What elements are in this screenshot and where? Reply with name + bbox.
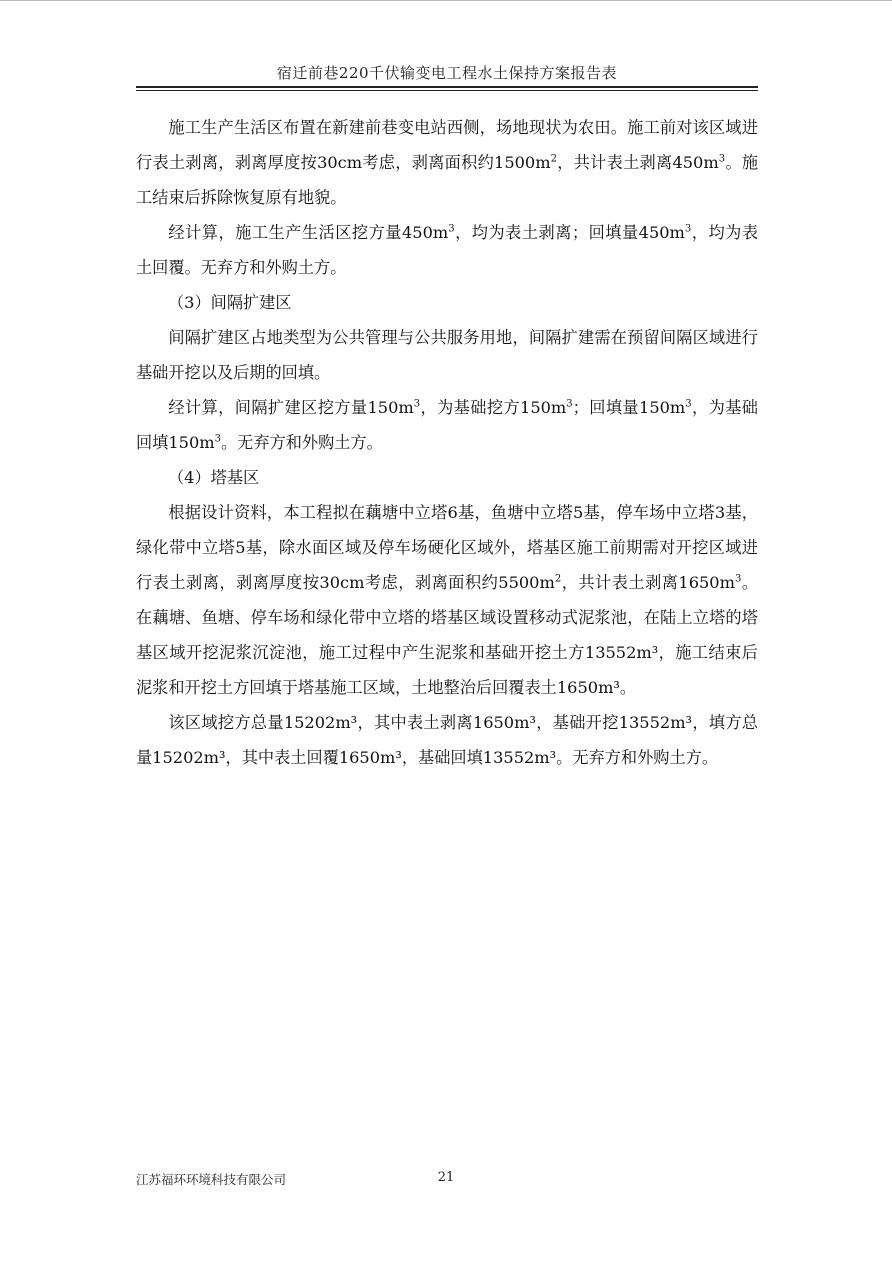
text-segment: 根据设计资料，本工程拟在藕塘中立塔6基，鱼塘中立塔5基，停车场中立塔3基，绿化带中立塔5基，除水面区域及停车场硬化区域外，塔基区施工前期需对开挖区域进行表土剥离，剥离厚度按30cm考虑，剥离面积约5500m [136, 503, 758, 592]
superscript: 3 [684, 223, 692, 235]
footer-company-name: 江苏福环环境科技有限公司 [136, 1172, 287, 1187]
superscript: 3 [734, 573, 742, 585]
section-heading-bay-expansion: （3）间隔扩建区 [168, 293, 292, 312]
page-header-title: 宿迁前巷220千伏输变电工程水土保持方案报告表 [276, 64, 618, 82]
superscript: 2 [554, 573, 562, 585]
text-segment: 经计算，施工生产生活区挖方量450m [168, 223, 449, 242]
superscript: 3 [214, 433, 221, 445]
header-rule-thin [136, 90, 758, 91]
paragraph-tower-base-totals: 该区域挖方总量15202m³，其中表土剥离1650m³，基础开挖13552m³，填方总量15202m³，其中表土回覆1650m³，基础回填13552m³。无弃方和外购土方。 [136, 713, 758, 767]
text-segment: 。施工结束后拆除恢复原有地貌。 [136, 153, 759, 207]
page-top-border [0, 0, 892, 1]
superscript: 3 [685, 398, 692, 410]
text-segment: ，为基础回填150m [136, 398, 758, 452]
superscript: 3 [413, 398, 421, 410]
text-segment: 。无弃方和外购土方。 [221, 433, 383, 452]
text-segment: 经计算，间隔扩建区挖方量150m [168, 398, 414, 417]
superscript: 3 [448, 223, 455, 235]
text-segment: ；回填量150m [572, 398, 686, 417]
paragraph-tower-base [136, 495, 758, 705]
text-segment: ，均为表土回覆。无弃方和外购土方。 [136, 223, 759, 277]
text-segment: ，均为表土剥离；回填量450m [454, 223, 685, 242]
document-body [136, 110, 758, 775]
paragraph-construction-calc [136, 215, 758, 285]
paragraph-bay-expansion: 间隔扩建区占地类型为公共管理与公共服务用地，间隔扩建需在预留间隔区域进行基础开挖以及后期的回填。 [136, 328, 758, 382]
text-segment: ，共计表土剥离450m [556, 153, 719, 172]
superscript: 3 [718, 153, 726, 165]
text-segment: ，共计表土剥离1650m [561, 573, 735, 592]
header-rule-thick [136, 86, 758, 88]
superscript: 3 [566, 398, 573, 410]
text-segment: ，为基础挖方150m [420, 398, 567, 417]
superscript: 2 [550, 153, 557, 165]
section-heading-tower-base: （4）塔基区 [168, 468, 260, 487]
paragraph-bay-expansion-calc [136, 390, 758, 460]
text-segment: 。在藕塘、鱼塘、停车场和绿化带中立塔的塔基区域设置移动式泥浆池，在陆上立塔的塔基区域开挖泥浆沉淀池，施工过程中产生泥浆和基础开挖土方13552m³，施工结束后泥浆和开挖土方回填于塔基施工区域，土地整治后回覆表土1650m³。 [136, 573, 759, 697]
text-segment: 施工生产生活区布置在新建前巷变电站西侧，场地现状为农田。施工前对该区域进行表土剥离，剥离厚度按30cm考虑，剥离面积约1500m [136, 118, 758, 172]
paragraph-construction-area [136, 110, 758, 215]
footer-page-number: 21 [437, 1170, 455, 1185]
